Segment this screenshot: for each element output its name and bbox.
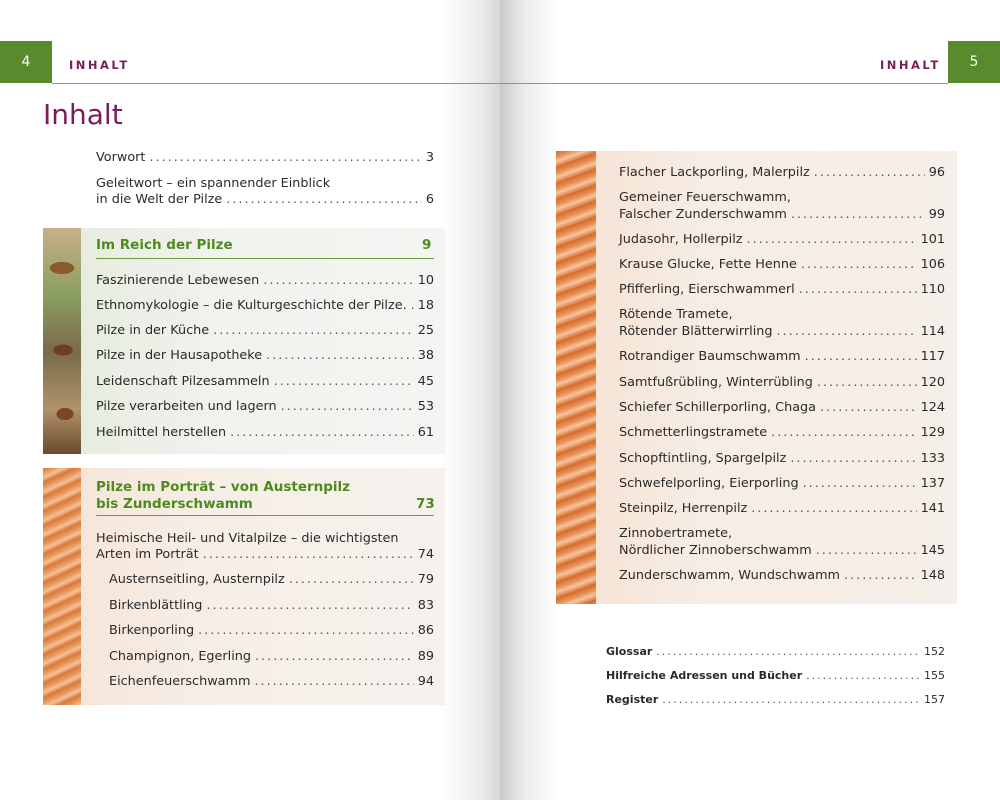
leader-dots [814, 164, 925, 181]
header-rule-left [52, 83, 500, 84]
toc-label: Vorwort [96, 150, 146, 165]
toc-page: 129 [920, 425, 945, 440]
toc-label: Pilze in der Hausapotheke [96, 348, 263, 363]
toc-page: 120 [920, 375, 945, 390]
running-header-left: INHALT [69, 58, 130, 72]
toc-entry[interactable] [619, 231, 945, 248]
toc-label: in die Welt der Pilze [96, 192, 223, 207]
toc-page: 133 [920, 451, 945, 466]
leader-dots [771, 424, 916, 441]
leader-dots [791, 206, 925, 223]
toc-page: 148 [920, 568, 945, 583]
photo-wash [81, 228, 445, 454]
leader-dots [817, 374, 917, 391]
toc-label: Krause Glucke, Fette Henne [619, 257, 797, 272]
leader-dots [820, 399, 917, 416]
toc-label: Rötender Blätterwirrling [619, 324, 773, 339]
toc-label: Arten im Porträt [96, 547, 199, 562]
toc-label: Pilze in der Küche [96, 323, 210, 338]
leader-dots [656, 643, 920, 660]
toc-label: Judasohr, Hollerpilz [619, 232, 743, 247]
toc-page: 152 [924, 645, 945, 658]
leader-dots [801, 256, 917, 273]
toc-page: 83 [417, 598, 434, 613]
leader-dots [805, 348, 917, 365]
header-rule-right [500, 83, 948, 84]
toc-label: Austernseitling, Austernpilz [109, 572, 285, 587]
toc-label-line: Zinnobertramete, [619, 526, 733, 541]
page-title: Inhalt [43, 98, 123, 131]
toc-entry[interactable] [619, 256, 945, 273]
toc-label: Falscher Zunderschwamm [619, 207, 787, 222]
toc-page: 10 [417, 273, 434, 288]
section-rule [96, 515, 434, 516]
toc-page: 114 [920, 324, 945, 339]
toc-page: 117 [920, 349, 945, 364]
toc-label: Eichenfeuerschwamm [109, 674, 251, 689]
toc-entry[interactable] [109, 673, 434, 690]
toc-label: Nördlicher Zinnoberschwamm [619, 543, 812, 558]
toc-label: Birkenporling [109, 623, 195, 638]
toc-entry-geleitwort[interactable] [96, 191, 434, 208]
toc-label: Ethnomykologie – die Kulturgeschichte der Pilze. [96, 298, 407, 313]
toc-label: Zunderschwamm, Wundschwamm [619, 568, 841, 583]
toc-entry[interactable] [109, 571, 434, 588]
toc-entry[interactable] [109, 648, 434, 665]
toc-entry[interactable] [619, 281, 945, 298]
leader-dots [790, 450, 916, 467]
toc-entry[interactable] [619, 323, 945, 340]
toc-entry[interactable] [619, 500, 945, 517]
toc-entry[interactable] [619, 374, 945, 391]
toc-label: Birkenblättling [109, 598, 203, 613]
toc-page: 145 [920, 543, 945, 558]
toc-label: Heilmittel herstellen [96, 425, 227, 440]
toc-page: 45 [417, 374, 434, 389]
toc-page: 61 [417, 425, 434, 440]
toc-page: 89 [417, 649, 434, 664]
appendix-entry-glossar[interactable] [606, 643, 945, 660]
appendix-entry-adressen[interactable] [606, 667, 945, 684]
toc-label: Flacher Lackporling, Malerpilz [619, 165, 810, 180]
toc-entry[interactable] [619, 399, 945, 416]
toc-entry[interactable] [619, 164, 945, 181]
toc-page: 106 [920, 257, 945, 272]
right-page [500, 0, 1000, 800]
toc-label: Schwefelporling, Eierporling [619, 476, 799, 491]
leader-dots [751, 500, 916, 517]
toc-page: 18 [417, 298, 434, 313]
toc-label: Pfifferling, Eierschwammerl [619, 282, 795, 297]
toc-entry[interactable] [96, 322, 434, 339]
toc-entry[interactable] [619, 567, 945, 584]
toc-label: Champignon, Egerling [109, 649, 252, 664]
appendix-entry-register[interactable] [606, 691, 945, 708]
toc-page: 86 [417, 623, 434, 638]
toc-entry[interactable] [96, 272, 434, 289]
section-heading[interactable]: Im Reich der Pilze [96, 237, 233, 253]
toc-page: 157 [924, 693, 945, 706]
toc-label: Leidenschaft Pilzesammeln [96, 374, 270, 389]
toc-label: Glossar [606, 645, 653, 658]
toc-label-line: Gemeiner Feuerschwamm, [619, 190, 791, 205]
leader-dots [799, 281, 917, 298]
leader-dots [149, 149, 421, 166]
toc-page: 25 [417, 323, 434, 338]
running-header-right: INHALT [880, 58, 941, 72]
leader-dots [206, 597, 413, 614]
toc-entry[interactable] [96, 373, 434, 390]
toc-page: 3 [425, 150, 434, 165]
gills-photo-strip [43, 468, 81, 705]
leader-dots [844, 567, 917, 584]
leader-dots [816, 542, 917, 559]
leader-dots [281, 398, 414, 415]
leader-dots [230, 424, 414, 441]
toc-entry[interactable] [619, 424, 945, 441]
toc-entry[interactable] [109, 597, 434, 614]
toc-page: 94 [417, 674, 434, 689]
leader-dots [803, 475, 917, 492]
toc-entry[interactable] [619, 450, 945, 467]
toc-label: Schiefer Schillerporling, Chaga [619, 400, 817, 415]
leader-dots [226, 191, 422, 208]
leader-dots [776, 323, 916, 340]
section-page: 9 [422, 237, 432, 253]
gills-photo-strip [556, 151, 596, 604]
toc-entry[interactable] [619, 206, 945, 223]
section-rule [96, 258, 434, 259]
toc-label: Register [606, 693, 659, 706]
toc-entry[interactable] [96, 297, 434, 314]
toc-page: 124 [920, 400, 945, 415]
toc-label-line: Heimische Heil- und Vitalpilze – die wichtigsten [96, 531, 399, 546]
toc-entry[interactable] [619, 542, 945, 559]
toc-page: 6 [425, 192, 434, 207]
leader-dots [747, 231, 917, 248]
section-heading-line[interactable]: Pilze im Porträt – von Austernpilz [96, 479, 351, 495]
page-number-right: 5 [948, 41, 1000, 83]
toc-label-line: Geleitwort – ein spannender Einblick [96, 176, 331, 191]
section-page: 73 [416, 496, 435, 512]
toc-label: Schmetterlingstramete [619, 425, 768, 440]
leader-dots [213, 322, 414, 339]
toc-page: 110 [920, 282, 945, 297]
toc-label: Steinpilz, Herrenpilz [619, 501, 748, 516]
toc-entry[interactable] [96, 398, 434, 415]
leader-dots [255, 648, 414, 665]
toc-label: Schopftintling, Spargelpilz [619, 451, 787, 466]
toc-page: 155 [924, 669, 945, 682]
toc-page: 38 [417, 348, 434, 363]
toc-label: Faszinierende Lebewesen [96, 273, 260, 288]
toc-entry[interactable] [96, 347, 434, 364]
toc-label: Rotrandiger Baumschwamm [619, 349, 801, 364]
toc-page: 137 [920, 476, 945, 491]
leader-dots [662, 691, 920, 708]
leader-dots [411, 297, 414, 314]
section-box-reich-der-pilze [43, 228, 445, 454]
toc-label: Pilze verarbeiten und lagern [96, 399, 277, 414]
leader-dots [806, 667, 920, 684]
toc-entry[interactable] [96, 424, 434, 441]
toc-label-line: Rötende Tramete, [619, 307, 733, 322]
toc-page: 96 [928, 165, 945, 180]
toc-label: Samtfußrübling, Winterrübling [619, 375, 813, 390]
toc-label: Hilfreiche Adressen und Bücher [606, 669, 803, 682]
section-heading-line[interactable]: bis Zunderschwamm [96, 496, 253, 512]
toc-entry[interactable] [619, 475, 945, 492]
toc-entry[interactable] [619, 348, 945, 365]
toc-entry-heimische[interactable] [96, 546, 434, 563]
toc-page: 99 [928, 207, 945, 222]
leader-dots [263, 272, 413, 289]
leader-dots [289, 571, 414, 588]
leader-dots [266, 347, 414, 364]
toc-entry-vorwort[interactable] [96, 149, 434, 166]
leader-dots [254, 673, 413, 690]
leader-dots [274, 373, 414, 390]
toc-page: 101 [920, 232, 945, 247]
page-number-left: 4 [0, 41, 52, 83]
toc-page: 79 [417, 572, 434, 587]
mushroom-photo-strip [43, 228, 81, 454]
toc-page: 53 [417, 399, 434, 414]
toc-entry[interactable] [109, 622, 434, 639]
toc-page: 141 [920, 501, 945, 516]
leader-dots [198, 622, 414, 639]
toc-page: 74 [417, 547, 434, 562]
leader-dots [203, 546, 414, 563]
